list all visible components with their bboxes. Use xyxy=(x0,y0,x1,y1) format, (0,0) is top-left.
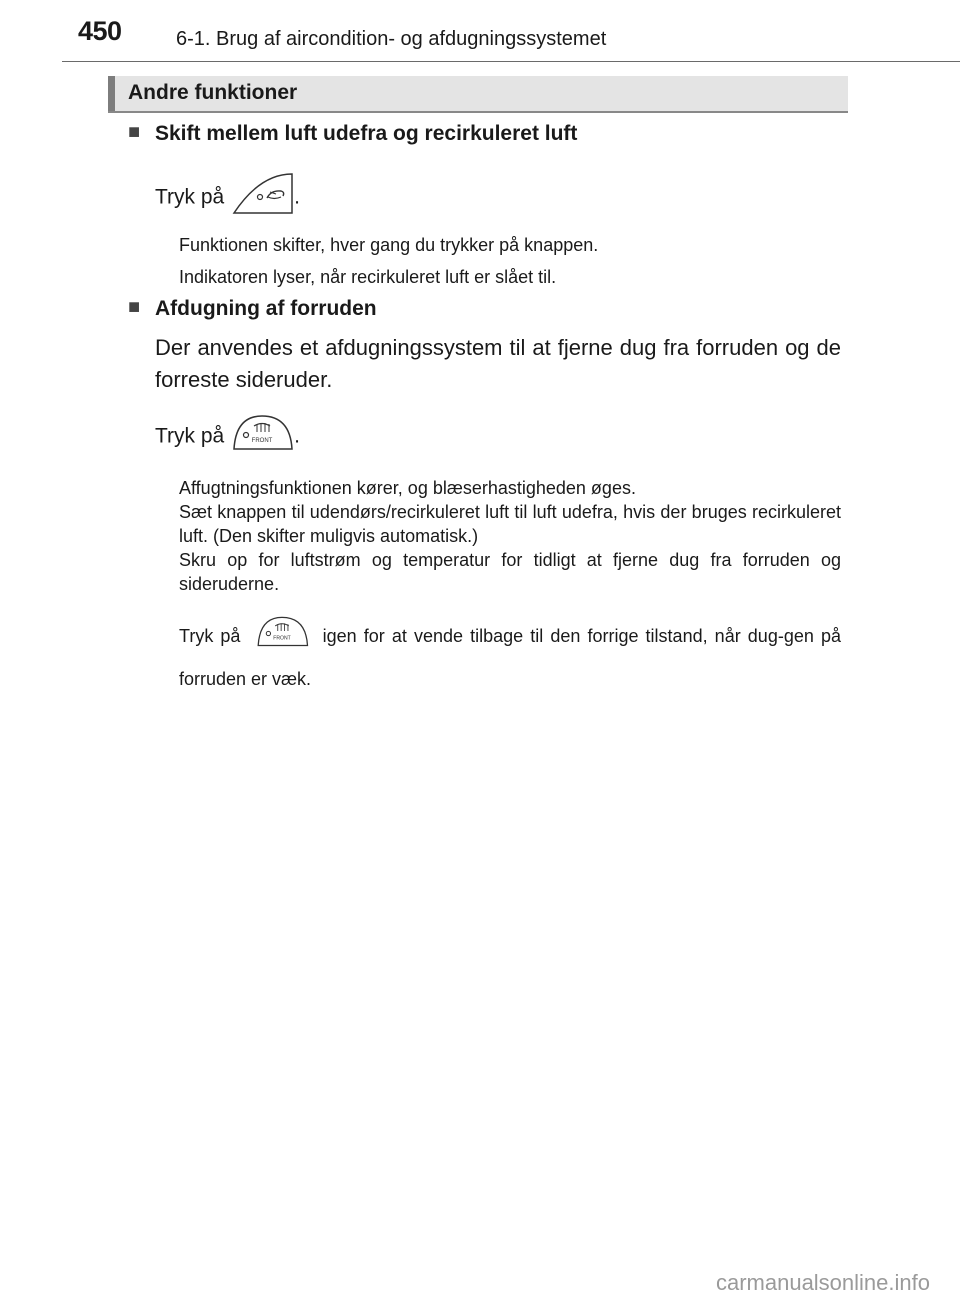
final-suffix: igen for at vende tilbage til den forrige tilstand, når dug-gen på forruden er væk. xyxy=(179,626,841,689)
defog-heading: Afdugning af forruden xyxy=(155,297,377,320)
press-prefix: Tryk på xyxy=(155,185,225,209)
section-header xyxy=(108,76,848,113)
recirculation-note-2: Indikatoren lyser, når recirkuleret luft er slået til. xyxy=(179,267,557,287)
page-number: 450 xyxy=(78,16,122,46)
defog-press-line xyxy=(155,412,300,461)
running-header: 6-1. Brug af aircondition- og afdugningssystemet xyxy=(176,28,607,50)
header-divider xyxy=(62,61,960,62)
recirculation-press-line xyxy=(155,170,300,225)
defog-final-note xyxy=(179,614,841,698)
final-prefix: Tryk på xyxy=(179,626,241,647)
defog-note-1: Affugtningsfunktionen kører, og blæserhastigheden øges. xyxy=(179,478,636,498)
svg-text:FRONT: FRONT xyxy=(251,438,273,444)
recirculation-button-icon xyxy=(230,170,294,225)
section-header-bar xyxy=(108,76,115,111)
front-defog-button-icon xyxy=(230,412,294,461)
press-suffix: . xyxy=(294,185,300,209)
defog-description: Der anvendes et afdugningssystem til at fjerne dug fra forruden og de forreste sideruder. xyxy=(155,335,841,392)
defog-note-3: Skru op for luftstrøm og temperatur for tidligt at fjerne dug fra forruden og sideruderne. xyxy=(179,549,841,594)
defog-notes xyxy=(179,477,841,597)
defog-note-2: Sæt knappen til udendørs/recirkuleret luft til luft udefra, hvis der bruges recirkuleret luft. (Den skifter muligvis automatisk.) xyxy=(179,501,841,546)
defog-bullet: ■ xyxy=(128,296,141,318)
section-title: Andre funktioner xyxy=(128,81,298,104)
recirculation-bullet: ■ xyxy=(128,121,141,143)
svg-text:FRONT: FRONT xyxy=(272,635,291,642)
recirculation-note-1: Funktionen skifter, hver gang du trykker på knappen. xyxy=(179,235,599,255)
recirculation-heading: Skift mellem luft udefra og recirkuleret luft xyxy=(155,122,578,145)
press-prefix: Tryk på xyxy=(155,424,225,448)
footer-watermark[interactable]: carmanualsonline.info xyxy=(715,1270,930,1295)
front-defog-button-icon xyxy=(254,614,310,661)
press-suffix: . xyxy=(294,424,300,448)
